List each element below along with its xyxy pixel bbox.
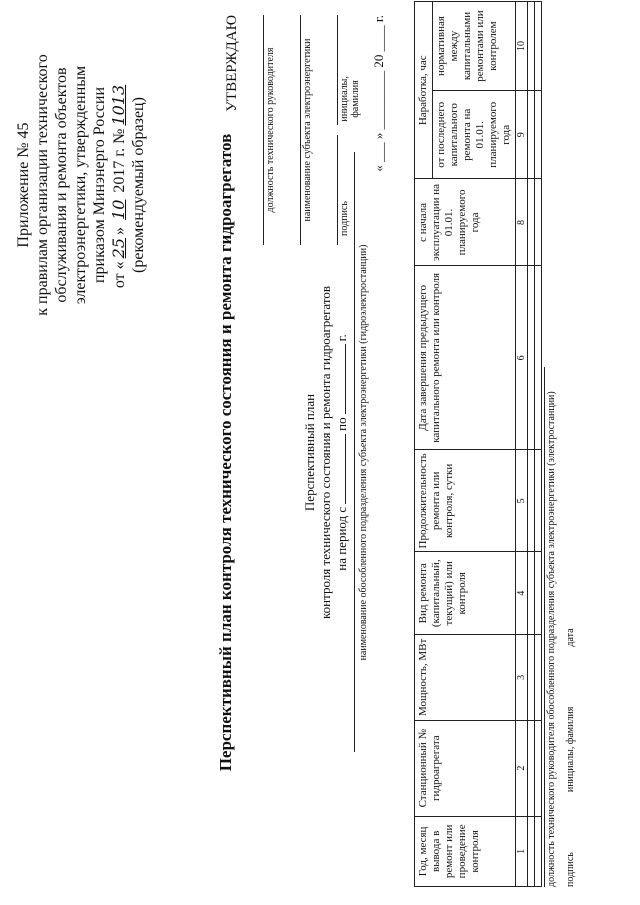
name-caption: инициалы, фамилия <box>339 76 361 122</box>
footer-signature-caption: подпись <box>565 852 576 887</box>
appendix-block <box>14 5 148 365</box>
column-number: 5 <box>516 450 528 552</box>
col-header: Год, месяц вывода в ремонт или проведение контроля <box>415 816 516 886</box>
plan-table <box>414 1 542 887</box>
entity-caption: наименование субъекта электроэнергетики <box>302 38 313 222</box>
column-number: 6 <box>516 266 528 450</box>
approval-date: « ___ » _________ 20 ____ г. <box>371 15 386 172</box>
col-header: с начала эксплуатации на 01.01. планируемого года <box>415 179 516 266</box>
table-number-row <box>516 2 528 887</box>
col-header: Продолжительность ремонта или контроля, сутки <box>415 450 516 552</box>
col-header: Вид ремонта (капитальный, текущий) или контроля <box>415 552 516 635</box>
footer-date-caption: дата <box>565 628 576 647</box>
sample-note: (рекомендуемый образец) <box>130 97 147 273</box>
plan-heading-line1: Перспективный план <box>302 393 317 512</box>
col-header: нормативная между капитальными ремонтами или контролем <box>433 2 516 91</box>
column-number: 8 <box>516 179 528 266</box>
page-title: Перспективный план контроля технического состояния и ремонта гидроагрегатов <box>216 133 235 772</box>
column-number: 2 <box>516 720 528 816</box>
handwritten-order-number: 1013 <box>109 84 128 126</box>
period-from-blank <box>345 434 346 504</box>
column-number: 10 <box>516 2 528 91</box>
appendix-number: Приложение № 45 <box>15 122 32 248</box>
col-header: от последнего капитального ремонта на 01.01. планируемого года <box>433 91 516 179</box>
col-group-header: Наработка, час <box>415 2 433 180</box>
col-header: Мощность, МВт <box>415 635 516 720</box>
column-number: 9 <box>516 91 528 179</box>
col-header: Дата завершения предыдущего капитального ремонта или контроля <box>415 266 516 450</box>
handwritten-month: 10 <box>109 199 128 220</box>
footer-name-caption: инициалы, фамилия <box>565 706 576 793</box>
approval-word: УТВЕРЖДАЮ <box>224 15 240 112</box>
appendix-line: обслуживания и ремонта объектов <box>53 67 70 303</box>
handwritten-day: 25 <box>109 237 128 259</box>
footer-caption-row <box>565 367 576 887</box>
appendix-line: к правилам организации технического <box>34 54 51 316</box>
entity-line <box>282 15 301 245</box>
plan-heading <box>302 0 378 905</box>
appendix-line: электроэнергетики, утвержденным <box>72 65 89 305</box>
column-number: 4 <box>516 552 528 635</box>
appendix-order-date: от «25» 10 2017 г. №1013 <box>109 5 129 365</box>
column-number: 1 <box>516 816 528 886</box>
footer-position-caption: должность технического руководителя обособленного подразделения субъекта электроэнергетики (электростанции) <box>546 391 557 887</box>
period-to-blank <box>345 344 346 414</box>
column-number: 3 <box>516 635 528 720</box>
appendix-line: приказом Минэнерго России <box>91 86 108 284</box>
plan-heading-line2: контроля технического состояния и ремонта гидроагрегатов <box>318 286 333 619</box>
footer-position-line <box>538 367 545 887</box>
station-caption: наименование обособленного подразделения субъекта электроэнергетики (гидроэлектростанции) <box>358 244 369 661</box>
position-line <box>245 15 264 245</box>
position-caption: должность технического руководителя <box>265 47 276 213</box>
plan-period: на период спог. <box>334 334 349 571</box>
footer-signature-block <box>538 367 576 887</box>
station-line <box>352 153 355 753</box>
col-header: Станционный № гидроагрегата <box>415 720 516 816</box>
signature-caption: подпись <box>339 201 350 236</box>
table-header-row <box>415 2 433 887</box>
table-row <box>528 2 535 887</box>
